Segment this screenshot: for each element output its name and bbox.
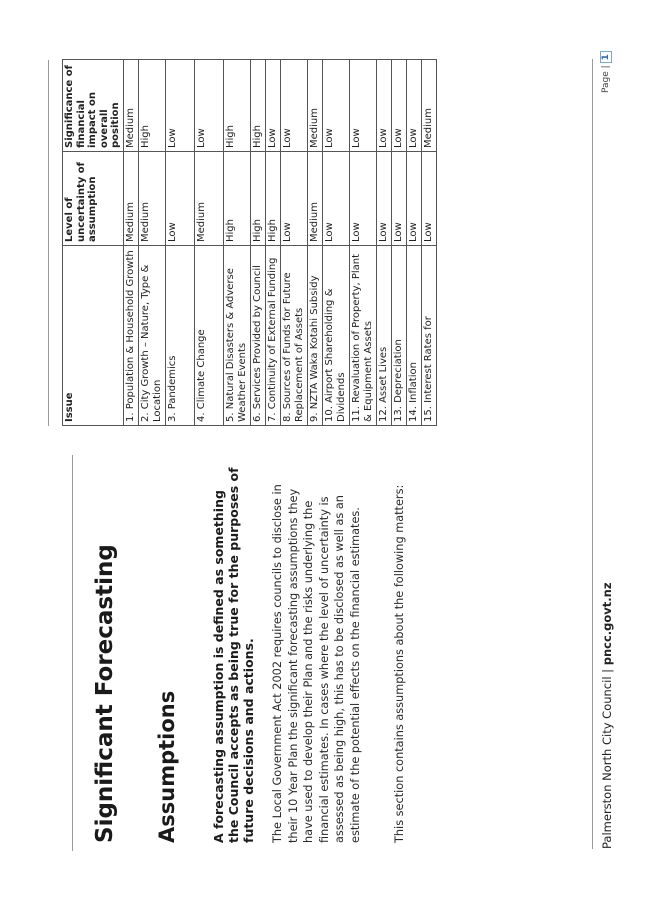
table-row — [392, 60, 407, 426]
lead-paragraph: A forecasting assumption is defined as something the Council accepts as being true for the purposes of future decisions and actions. — [211, 467, 256, 843]
table-row — [251, 60, 266, 426]
page-number: 1 — [600, 51, 612, 63]
uncertainty-cell: Medium — [139, 152, 166, 246]
table-row — [281, 60, 308, 426]
significance-cell: Low — [195, 60, 224, 152]
footer-site-link[interactable]: pncc.govt.nz — [600, 582, 614, 666]
table-top-rule — [48, 60, 49, 426]
page-title: Significant Forecasting — [92, 544, 118, 843]
table-header-row — [63, 60, 124, 426]
issue-cell: 3. Pandemics — [166, 246, 195, 426]
uncertainty-cell: Low — [281, 152, 308, 246]
table-row — [266, 60, 281, 426]
uncertainty-cell: High — [224, 152, 251, 246]
significance-cell: Low — [166, 60, 195, 152]
uncertainty-cell: Low — [377, 152, 392, 246]
uncertainty-cell: Low — [407, 152, 422, 246]
page-label: Page | — [601, 65, 611, 93]
issue-cell: 1. Population & Household Growth — [124, 246, 139, 426]
footer-separator: | — [600, 668, 614, 673]
issue-cell: 8. Sources of Funds for Future Replacement of Assets — [281, 246, 308, 426]
uncertainty-cell: High — [251, 152, 266, 246]
issue-cell: 4. Climate Change — [195, 246, 224, 426]
uncertainty-cell: Low — [392, 152, 407, 246]
uncertainty-cell: Medium — [308, 152, 323, 246]
significance-cell: Medium — [422, 60, 437, 152]
header-significance: Significance of financial impact on overall position — [63, 60, 124, 152]
top-rule — [72, 455, 73, 851]
significance-cell: High — [251, 60, 266, 152]
section-subtitle: Assumptions — [155, 690, 179, 843]
table-row — [308, 60, 323, 426]
table-row — [124, 60, 139, 426]
table-row — [224, 60, 251, 426]
table-row — [350, 60, 377, 426]
table-row — [377, 60, 392, 426]
significance-cell: High — [139, 60, 166, 152]
significance-cell: Low — [350, 60, 377, 152]
issue-cell: 15. Interest Rates for — [422, 246, 437, 426]
header-issue: Issue — [63, 246, 124, 426]
footer-org: Palmerston North City Council — [600, 676, 614, 849]
issue-cell: 7. Continuity of External Funding — [266, 246, 281, 426]
footer-page-indicator — [600, 51, 612, 93]
significance-cell: Medium — [124, 60, 139, 152]
issue-cell: 13. Depreciation — [392, 246, 407, 426]
issue-cell: 10. Airport Shareholding & Dividends — [323, 246, 350, 426]
significance-cell: Low — [266, 60, 281, 152]
header-uncertainty: Level of uncertainty of assumption — [63, 152, 124, 246]
assumptions-table — [62, 59, 437, 426]
uncertainty-cell: Low — [422, 152, 437, 246]
issue-cell: 2. City Growth – Nature, Type & Location — [139, 246, 166, 426]
significance-cell: High — [224, 60, 251, 152]
uncertainty-cell: Medium — [124, 152, 139, 246]
significance-cell: Low — [323, 60, 350, 152]
table-row — [422, 60, 437, 426]
footer-org-line — [600, 582, 614, 849]
footer-rule — [592, 59, 593, 849]
uncertainty-cell: High — [266, 152, 281, 246]
significance-cell: Low — [407, 60, 422, 152]
body-paragraph-1: The Local Government Act 2002 requires councils to disclose in their 10 Year Plan the significant forecasting assumptions they have used to develop their Plan and the risks underlying the financial estimates. In cases where the level of uncertainty is assessed as being high, this has to be disclosed as well as an estimate of the potential effects on the financial estimates. — [271, 484, 362, 843]
uncertainty-cell: Low — [350, 152, 377, 246]
issue-cell: 12. Asset Lives — [377, 246, 392, 426]
table-row — [195, 60, 224, 426]
issue-cell: 14. Inflation — [407, 246, 422, 426]
issue-cell: 11. Revaluation of Property, Plant & Equipment Assets — [350, 246, 377, 426]
table-row — [407, 60, 422, 426]
table-row — [323, 60, 350, 426]
issue-cell: 9. NZTA Waka Kotahi Subsidy — [308, 246, 323, 426]
significance-cell: Medium — [308, 60, 323, 152]
uncertainty-cell: Low — [166, 152, 195, 246]
body-paragraph-2: This section contains assumptions about the following matters: — [393, 484, 406, 843]
significance-cell: Low — [392, 60, 407, 152]
significance-cell: Low — [281, 60, 308, 152]
issue-cell: 6. Services Provided by Council — [251, 246, 266, 426]
table-row — [166, 60, 195, 426]
table-row — [139, 60, 166, 426]
significance-cell: Low — [377, 60, 392, 152]
uncertainty-cell: Low — [323, 152, 350, 246]
issue-cell: 5. Natural Disasters & Adverse Weather Events — [224, 246, 251, 426]
uncertainty-cell: Medium — [195, 152, 224, 246]
